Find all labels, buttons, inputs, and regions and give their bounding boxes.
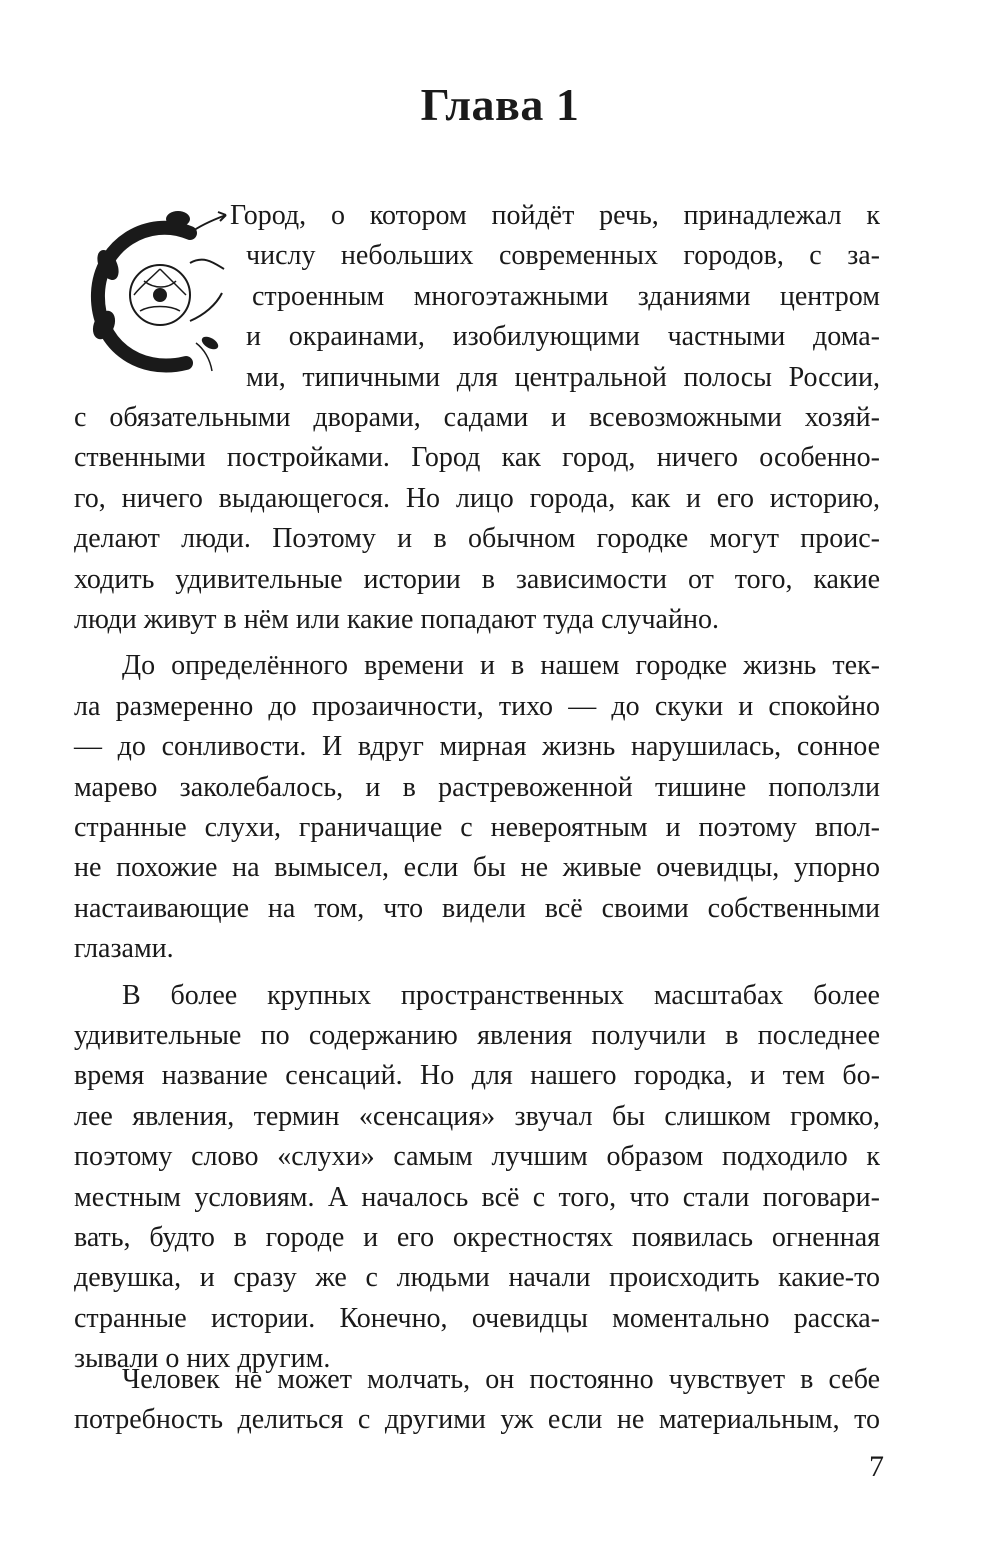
- floral-initial-icon: [78, 193, 238, 383]
- text-line: с обязательными дворами, садами и всевозможными хозяй-: [74, 402, 880, 433]
- text-line: странные слухи, граничащие с невероятным и поэтому впол-: [74, 812, 880, 843]
- text-line: глазами.: [74, 933, 174, 964]
- decorative-initial-letter: [78, 193, 238, 383]
- text-line: — до сонливости. И вдруг мирная жизнь нарушилась, сонное: [74, 731, 880, 762]
- text-line: вать, будто в городе и его окрестностях появилась огненная: [74, 1222, 880, 1253]
- text-line: ходить удивительные истории в зависимости от того, какие: [74, 564, 880, 595]
- text-line: марево заколебалось, и в растревоженной тишине поползли: [74, 772, 880, 803]
- text-line: Человек не может молчать, он постоянно чувствует в себе: [122, 1364, 880, 1395]
- text-line: удивительные по содержанию явления получили в последнее: [74, 1020, 880, 1051]
- text-line: не похожие на вымысел, если бы не живые очевидцы, упорно: [74, 852, 880, 883]
- text-line: время название сенсаций. Но для нашего городка, и тем бо-: [74, 1060, 880, 1091]
- chapter-title: Глава 1: [420, 79, 580, 130]
- text-line: лее явления, термин «сенсация» звучал бы слишком громко,: [74, 1101, 880, 1132]
- text-line: го, ничего выдающегося. Но лицо города, как и его историю,: [74, 483, 880, 514]
- text-line: До определённого времени и в нашем городке жизнь тек-: [122, 650, 880, 681]
- text-line: делают люди. Поэтому и в обычном городке могут проис-: [74, 523, 880, 554]
- text-line: потребность делиться с другими уж если не материальным, то: [74, 1404, 880, 1435]
- text-line: девушка, и сразу же с людьми начали происходить какие-то: [74, 1262, 880, 1293]
- text-line: В более крупных пространственных масштабах более: [122, 980, 880, 1011]
- text-line: числу небольших современных городов, с за-: [246, 240, 880, 271]
- text-line: ла размеренно до прозаичности, тихо — до скуки и спокойно: [74, 691, 880, 722]
- text-line: и окраинами, изобилующими частными дома-: [246, 321, 880, 352]
- text-line: местным условиям. А началось всё с того, что стали поговари-: [74, 1182, 880, 1213]
- text-line: Город, о котором пойдёт речь, принадлежал к: [230, 200, 880, 231]
- text-line: поэтому слово «слухи» самым лучшим образом подходило к: [74, 1141, 880, 1172]
- text-line: ми, типичными для центральной полосы России,: [246, 362, 880, 393]
- text-line: странные истории. Конечно, очевидцы моментально расска-: [74, 1303, 880, 1334]
- text-line: ственными постройками. Город как город, ничего особенно-: [74, 442, 880, 473]
- page-number: 7: [869, 1450, 884, 1483]
- text-line: настаивающие на том, что видели всё своими собственными: [74, 893, 880, 924]
- text-line: зывали о них другим.: [74, 1343, 331, 1374]
- text-line: строенным многоэтажными зданиями центром: [252, 281, 880, 312]
- text-line: люди живут в нём или какие попадают туда случайно.: [74, 604, 719, 635]
